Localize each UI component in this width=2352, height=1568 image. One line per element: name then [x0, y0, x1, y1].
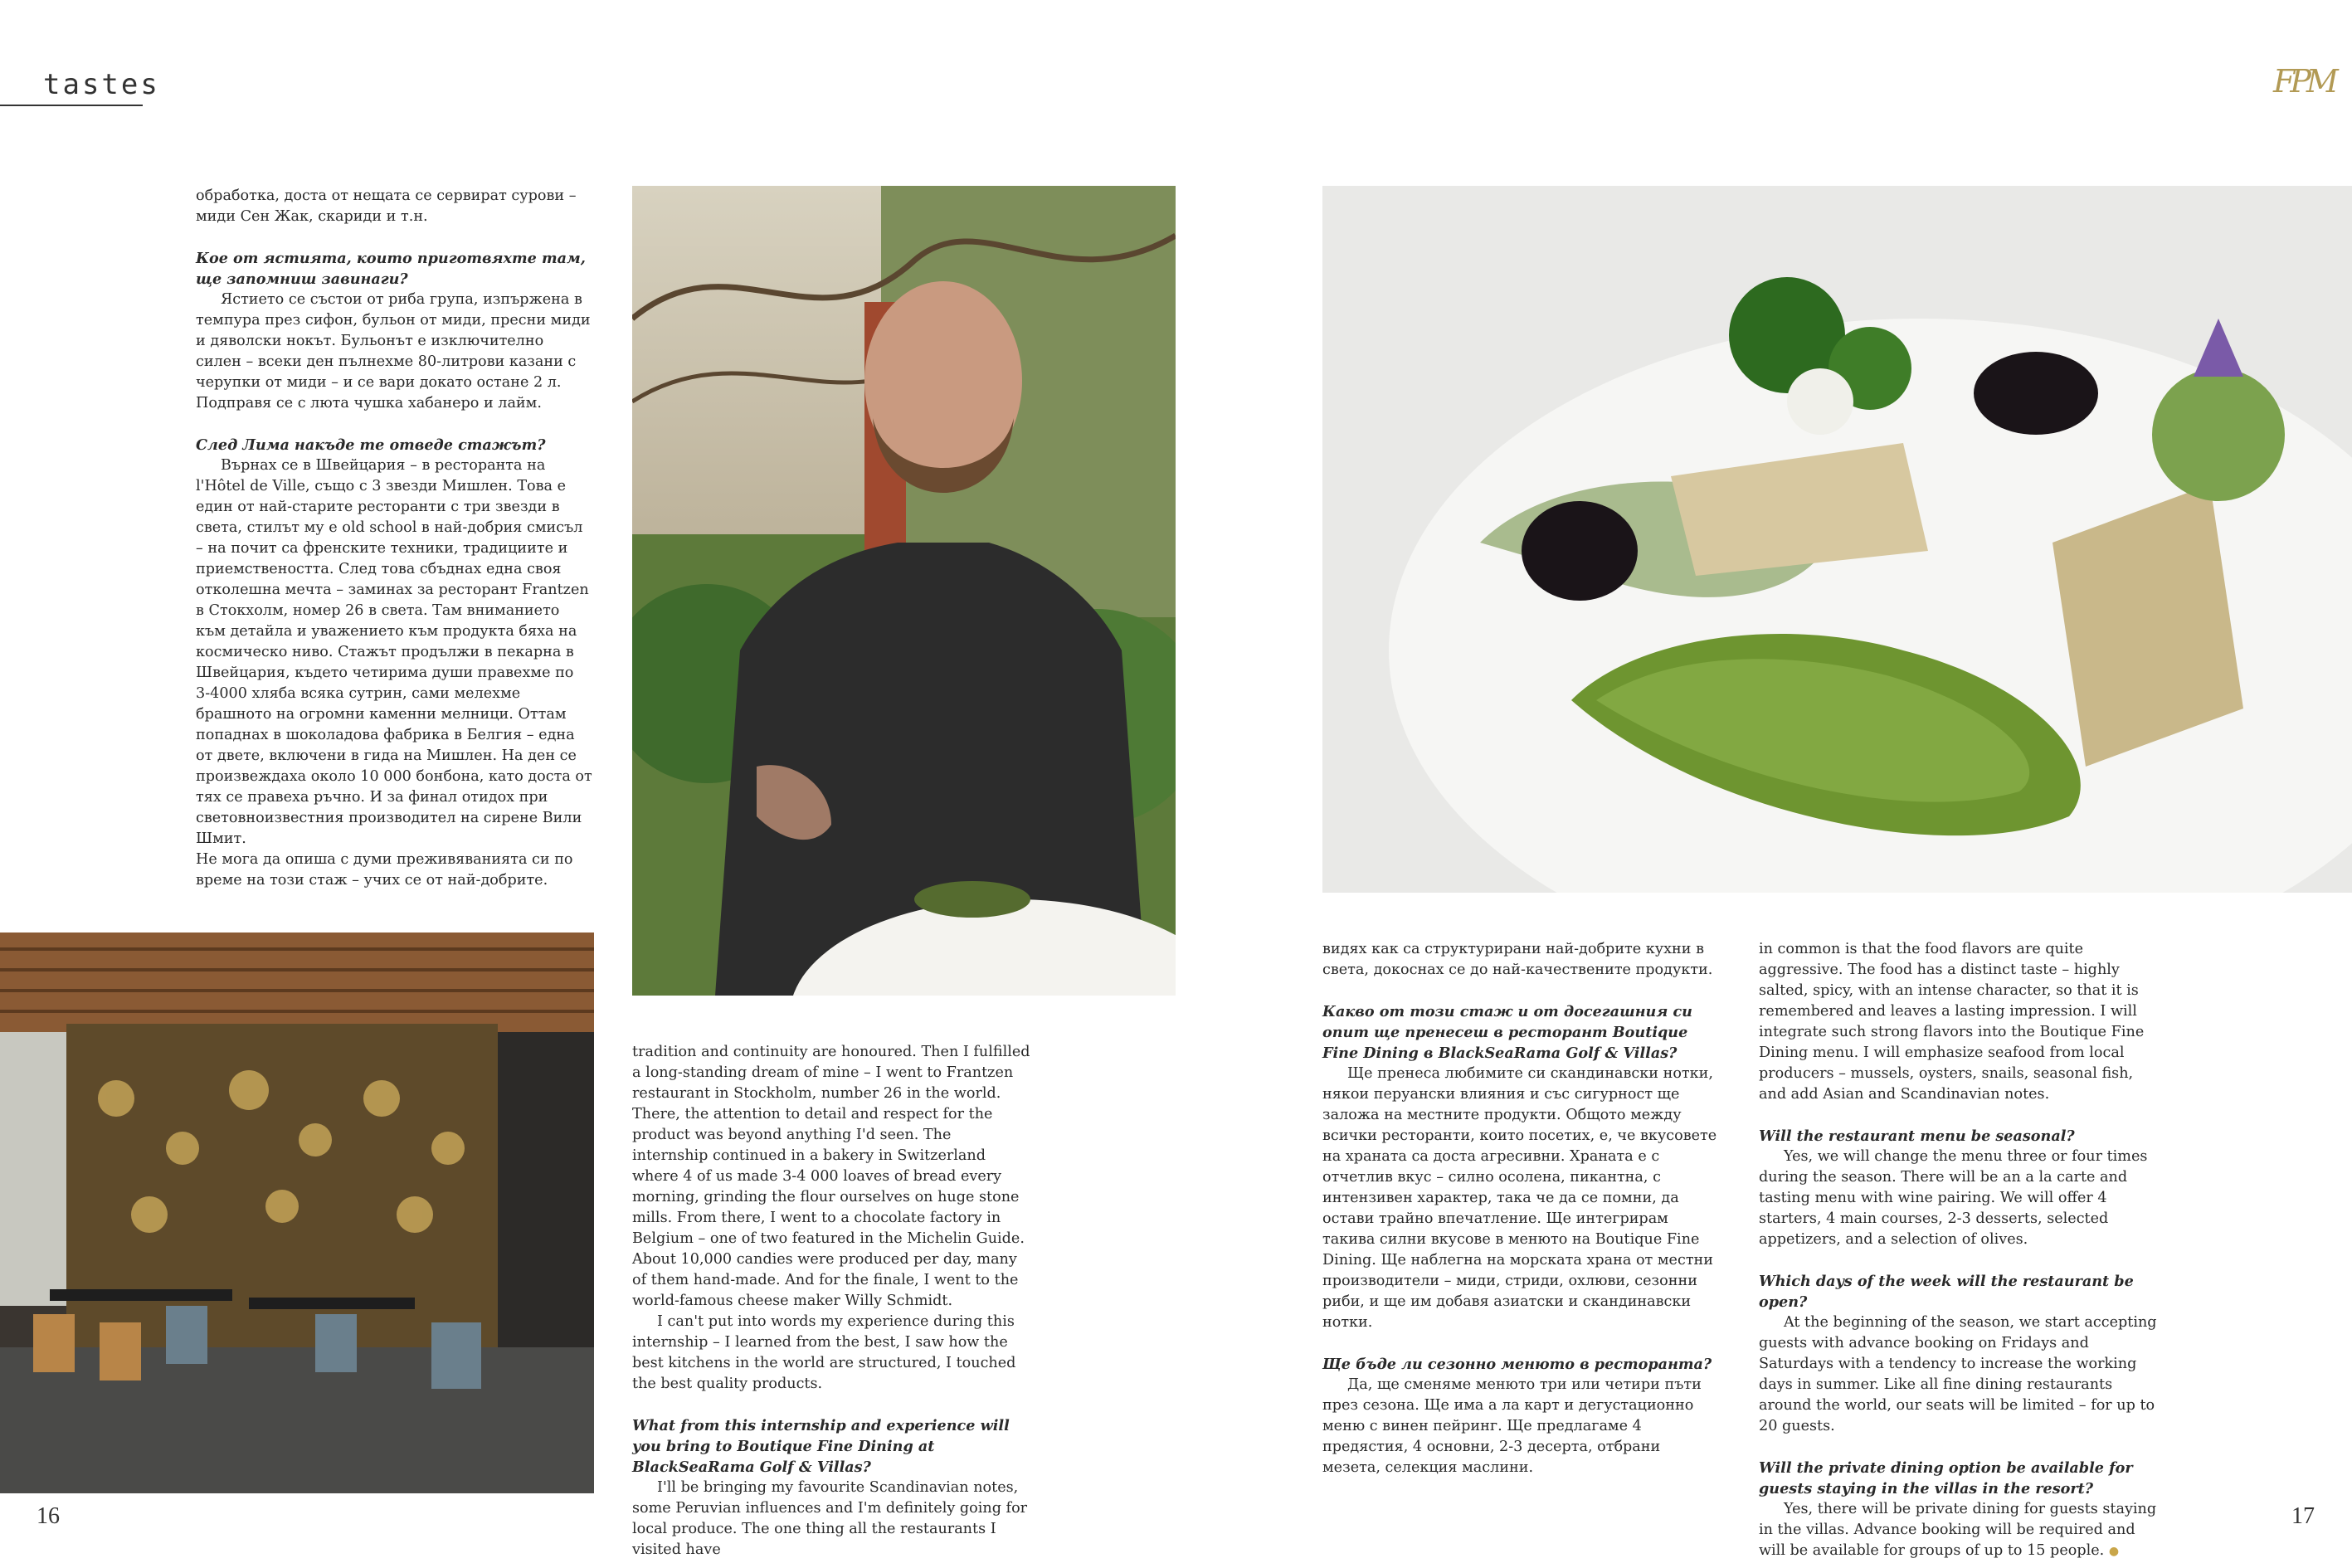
question: Ще бъде ли сезонно менюто в ресторанта?: [1322, 1356, 1712, 1373]
answer: Ястието се състои от риба група, изпържена в темпура през сифон, бульон от миди, пресни миди и дяволски нокът. Бульонът е изключително силен – всеки ден пълнехме 80-литрови казани с черупки от миди – и се вари докато остане 2 л. Подправя се с люта чушка хабанеро и лайм.: [196, 291, 591, 411]
question: Will the private dining option be available for guests staying in the villas in the resort?: [1759, 1459, 2133, 1497]
restaurant-interior-photo: [0, 933, 594, 1493]
answer: Върнах се в Швейцария – в ресторанта на l'Hôtel de Ville, също с 3 звезди Мишлен. Това е един от най-старите ресторанти с три звезди в света, стилът му е old school в най-добрия смисъл – на почит са френските техники, традициите и приемствеността. След това сбъднах една своя отколешна мечта – заминах за ресторант Frantzen в Стокхолм, номер 26 в света. Там вниманието към детайла и уважението към продукта бяха на космическо ниво. Стажът продължи в пекарна в Швейцария, където четирима души правехме по 3-4000 хляба всяка сутрин, сами мелехме брашното на огромни каменни мелници. Оттам попаднах в шоколадова фабрика в Белгия – една от двете, включени в гида на Мишлен. На ден се произвеждаха около 10 000 бонбона, като доста от тях се правеха ръчно. И за финал отидох при световноизвестния производител на сирене Вили Шмит.: [196, 457, 592, 847]
paragraph: I can't put into words my experience during this internship – I learned from the best, I saw how the best kitchens in the world are structured, I touched the best quality products.: [632, 1313, 1016, 1392]
question: Какво от този стаж и от досегашния си опит ще пренесеш в ресторант Boutique Fine Dining в BlackSeaRama Golf & Villas?: [1322, 1003, 1692, 1062]
paragraph: Не мога да опиша с думи преживяванията си по време на този стаж – учих се от най-добрите.: [196, 851, 573, 889]
page-number-left: 16: [37, 1503, 60, 1529]
en-column-2: [1759, 939, 2157, 1562]
answer-text: Yes, there will be private dining for guests staying in the villas. Advance booking will be required and will be available for groups of up to 15 people.: [1759, 1501, 2157, 1559]
paragraph: in common is that the food flavors are quite aggressive. The food has a distinct taste – highly salted, spicy, with an intense character, so that it is remembered and leaves a lasting impression. I will integrate such strong flavors into the Boutique Fine Dining menu. I will emphasize seafood from local producers – mussels, oysters, snails, seasonal fish, and add Asian and Scandinavian notes.: [1759, 941, 2145, 1103]
section-rule: [0, 105, 143, 106]
question: Кое от ястията, които приготвяхте там, ще запомниш завинаги?: [196, 250, 586, 288]
answer: Да, ще сменяме менюто три или четири пъти през сезона. Ще има а ла карт и дегустационно меню с винен пейринг. Ще предлагаме 4 предястия, 4 основни, 2-3 десерта, отбрани мезета, селекция маслини.: [1322, 1376, 1702, 1476]
answer: I'll be bringing my favourite Scandinavian notes, some Peruvian influences and I'm definitely going for local produce. The one thing all the restaurants I visited have: [632, 1479, 1028, 1558]
page-number-right: 17: [2291, 1503, 2315, 1529]
question: Which days of the week will the restaurant be open?: [1759, 1273, 2134, 1311]
answer: Yes, we will change the menu three or four times during the season. There will be an a la carte and tasting menu with wine pairing. We will offer 4 starters, 4 main courses, 2-3 desserts, selected appetizers, and a selection of olives.: [1759, 1148, 2148, 1248]
paragraph: видях как са структурирани най-добрите кухни в света, докоснах се до най-качествените продукти.: [1322, 941, 1713, 978]
paragraph: tradition and continuity are honoured. Then I fulfilled a long-standing dream of mine – I went to Frantzen restaurant in Stockholm, number 26 in the world. There, the attention to detail and respect for the product was beyond anything I'd seen. The internship continued in a bakery in Switzerland where 4 of us made 3-4 000 loaves of bread every morning, grinding the flour ourselves on huge stone mills. From there, I went to a chocolate factory in Belgium – one of two featured in the Michelin Guide. About 10,000 candies were produced per day, many of them hand-made. And for the finale, I went to the world-famous cheese maker Willy Schmidt.: [632, 1044, 1030, 1309]
question: След Лима накъде те отведе стажът?: [196, 436, 546, 454]
question: What from this internship and experience will you bring to Boutique Fine Dining at BlackSeaRama Golf & Villas?: [632, 1417, 1010, 1476]
answer: [1759, 1499, 2157, 1562]
paragraph: обработка, доста от нещата се сервират сурови – миди Сен Жак, скариди и т.н.: [196, 187, 577, 225]
magazine-logo: FPM: [2273, 63, 2334, 100]
question: Will the restaurant menu be seasonal?: [1759, 1127, 2075, 1145]
en-column-1: [632, 1042, 1030, 1561]
chef-photo: [632, 186, 1176, 996]
dish-photo: [1322, 186, 2352, 893]
bg-right-column: [1322, 939, 1721, 1478]
answer: Ще пренеса любимите си скандинавски нотки, някои перуански влияния и със сигурност ще заложа на местните продукти. Общото между всички ресторанти, които посетих, е, че вкусовете на храната са доста агресивни. Храната е с отчетлив вкус – силно осолена, пикантна, с интензивен характер, така че да се помни, да остави трайно впечатление. Ще интегрирам такива силни вкусове в менюто на Boutique Fine Dining. Ще наблегна на морската храна от местни производители – миди, стриди, охлюви, сезонни риби, и ще им добавя азиатски и скандинавски нотки.: [1322, 1065, 1717, 1331]
section-title: tastes: [43, 68, 160, 101]
answer: At the beginning of the season, we start accepting guests with advance booking on Fridays and Saturdays with a tendency to increase the working days in summer. Like all fine dining restaurants around the world, our seats will be limited – for up to 20 guests.: [1759, 1314, 2157, 1434]
bg-left-column: [196, 186, 592, 891]
end-mark-icon: ●: [2108, 1545, 2120, 1558]
